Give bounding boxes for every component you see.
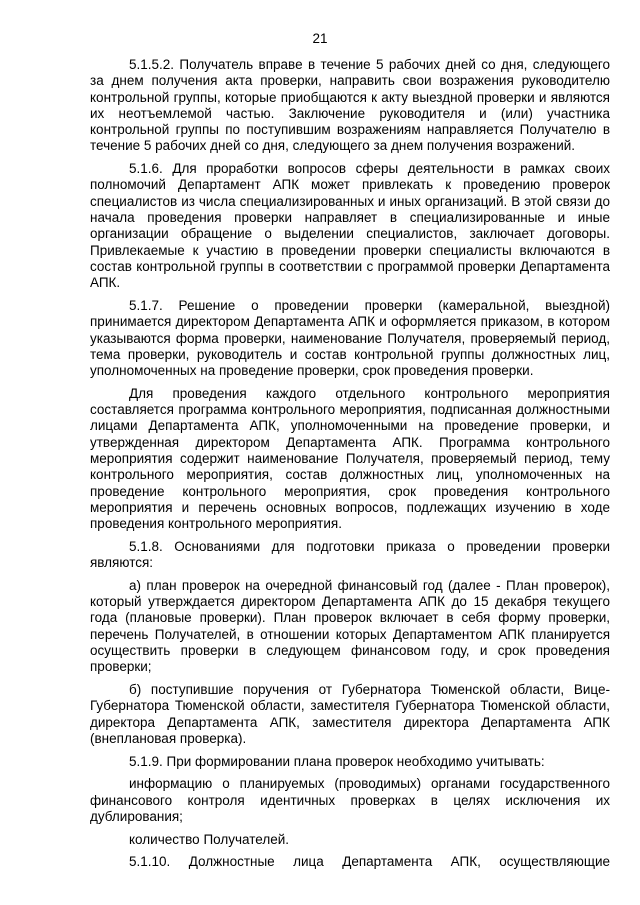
paragraph-program: Для проведения каждого отдельного контрольного мероприятия составляется программа контрольного мероприятия, подписанная должностными лицами Департамента АПК, уполномоченными на проведение проверки, и утвержденная директором Департамента АПК. Программа контрольного мероприятия содержит наименование Получателя, проверяемый период, тему контрольного мероприятия, состав должностных лиц, уполномоченных на проведение контрольного мероприятия, срок проведения контрольного мероприятия и перечень основных вопросов, подлежащих изучению в ходе проведения контрольного мероприятия. bbox=[90, 385, 610, 532]
page-number: 21 bbox=[312, 31, 328, 46]
paragraph-5-1-5-2: 5.1.5.2. Получатель вправе в течение 5 рабочих дней со дня, следующего за днем получения акта проверки, направить свои возражения руководителю контрольной группы, которые приобщаются к акту выездной проверки и являются их неотъемлемой частью. Заключение руководителя и (или) участника контрольной группы по поступившим возражениям направляется Получателю в течение 5 рабочих дней со дня, следующего за днем получения возражений. bbox=[90, 57, 610, 154]
paragraph-5-1-9: 5.1.9. При формировании плана проверок необходимо учитывать: bbox=[129, 753, 545, 769]
paragraph-count: количество Получателей. bbox=[129, 831, 289, 847]
paragraph-5-1-6: 5.1.6. Для проработки вопросов сферы деятельности в рамках своих полномочий Департамент АПК может привлекать к проведению проверок специалистов из числа специализированных и иных организаций. В этой связи до начала проведения проверки направляет в специализированные и иные организации обращение о выделении специалистов, заключает договоры. Привлекаемые к участию в проведении проверки специалисты включаются в состав контрольной группы в соответствии с программой проверки Департамента АПК. bbox=[90, 161, 610, 291]
paragraph-info: информацию о планируемых (проводимых) органами государственного финансового контроля идентичных проверках в целях исключения их дублирования; bbox=[90, 776, 610, 824]
paragraph-item-b: б) поступившие поручения от Губернатора Тюменской области, Вице-Губернатора Тюменской области, заместителя Губернатора Тюменской области, директора Департамента АПК, заместителя директора Департамента АПК (внеплановая проверка). bbox=[90, 682, 610, 746]
document-body bbox=[90, 57, 610, 871]
paragraph-5-1-10: 5.1.10. Должностные лица Департамента АПК, осуществляющие bbox=[129, 854, 610, 870]
paragraph-5-1-8: 5.1.8. Основаниями для подготовки приказа о проведении проверки являются: bbox=[90, 538, 610, 571]
paragraph-5-1-7: 5.1.7. Решение о проведении проверки (камеральной, выездной) принимается директором Департамента АПК и оформляется приказом, в котором указываются форма проверки, наименование Получателя, проверяемый период, тема проверки, руководитель и состав контрольной группы должностных лиц, уполномоченных на проведение проверки, срок проведения проверки. bbox=[90, 297, 610, 379]
paragraph-item-a: а) план проверок на очередной финансовый год (далее - План проверок), который утверждается директором Департамента АПК до 15 декабря текущего года (плановые проверки). План проверок включает в себя форму проверки, перечень Получателей, в отношении которых Департаментом АПК планируется осуществить проверки в следующем финансовом году, и срок проведения проверки; bbox=[90, 577, 610, 675]
